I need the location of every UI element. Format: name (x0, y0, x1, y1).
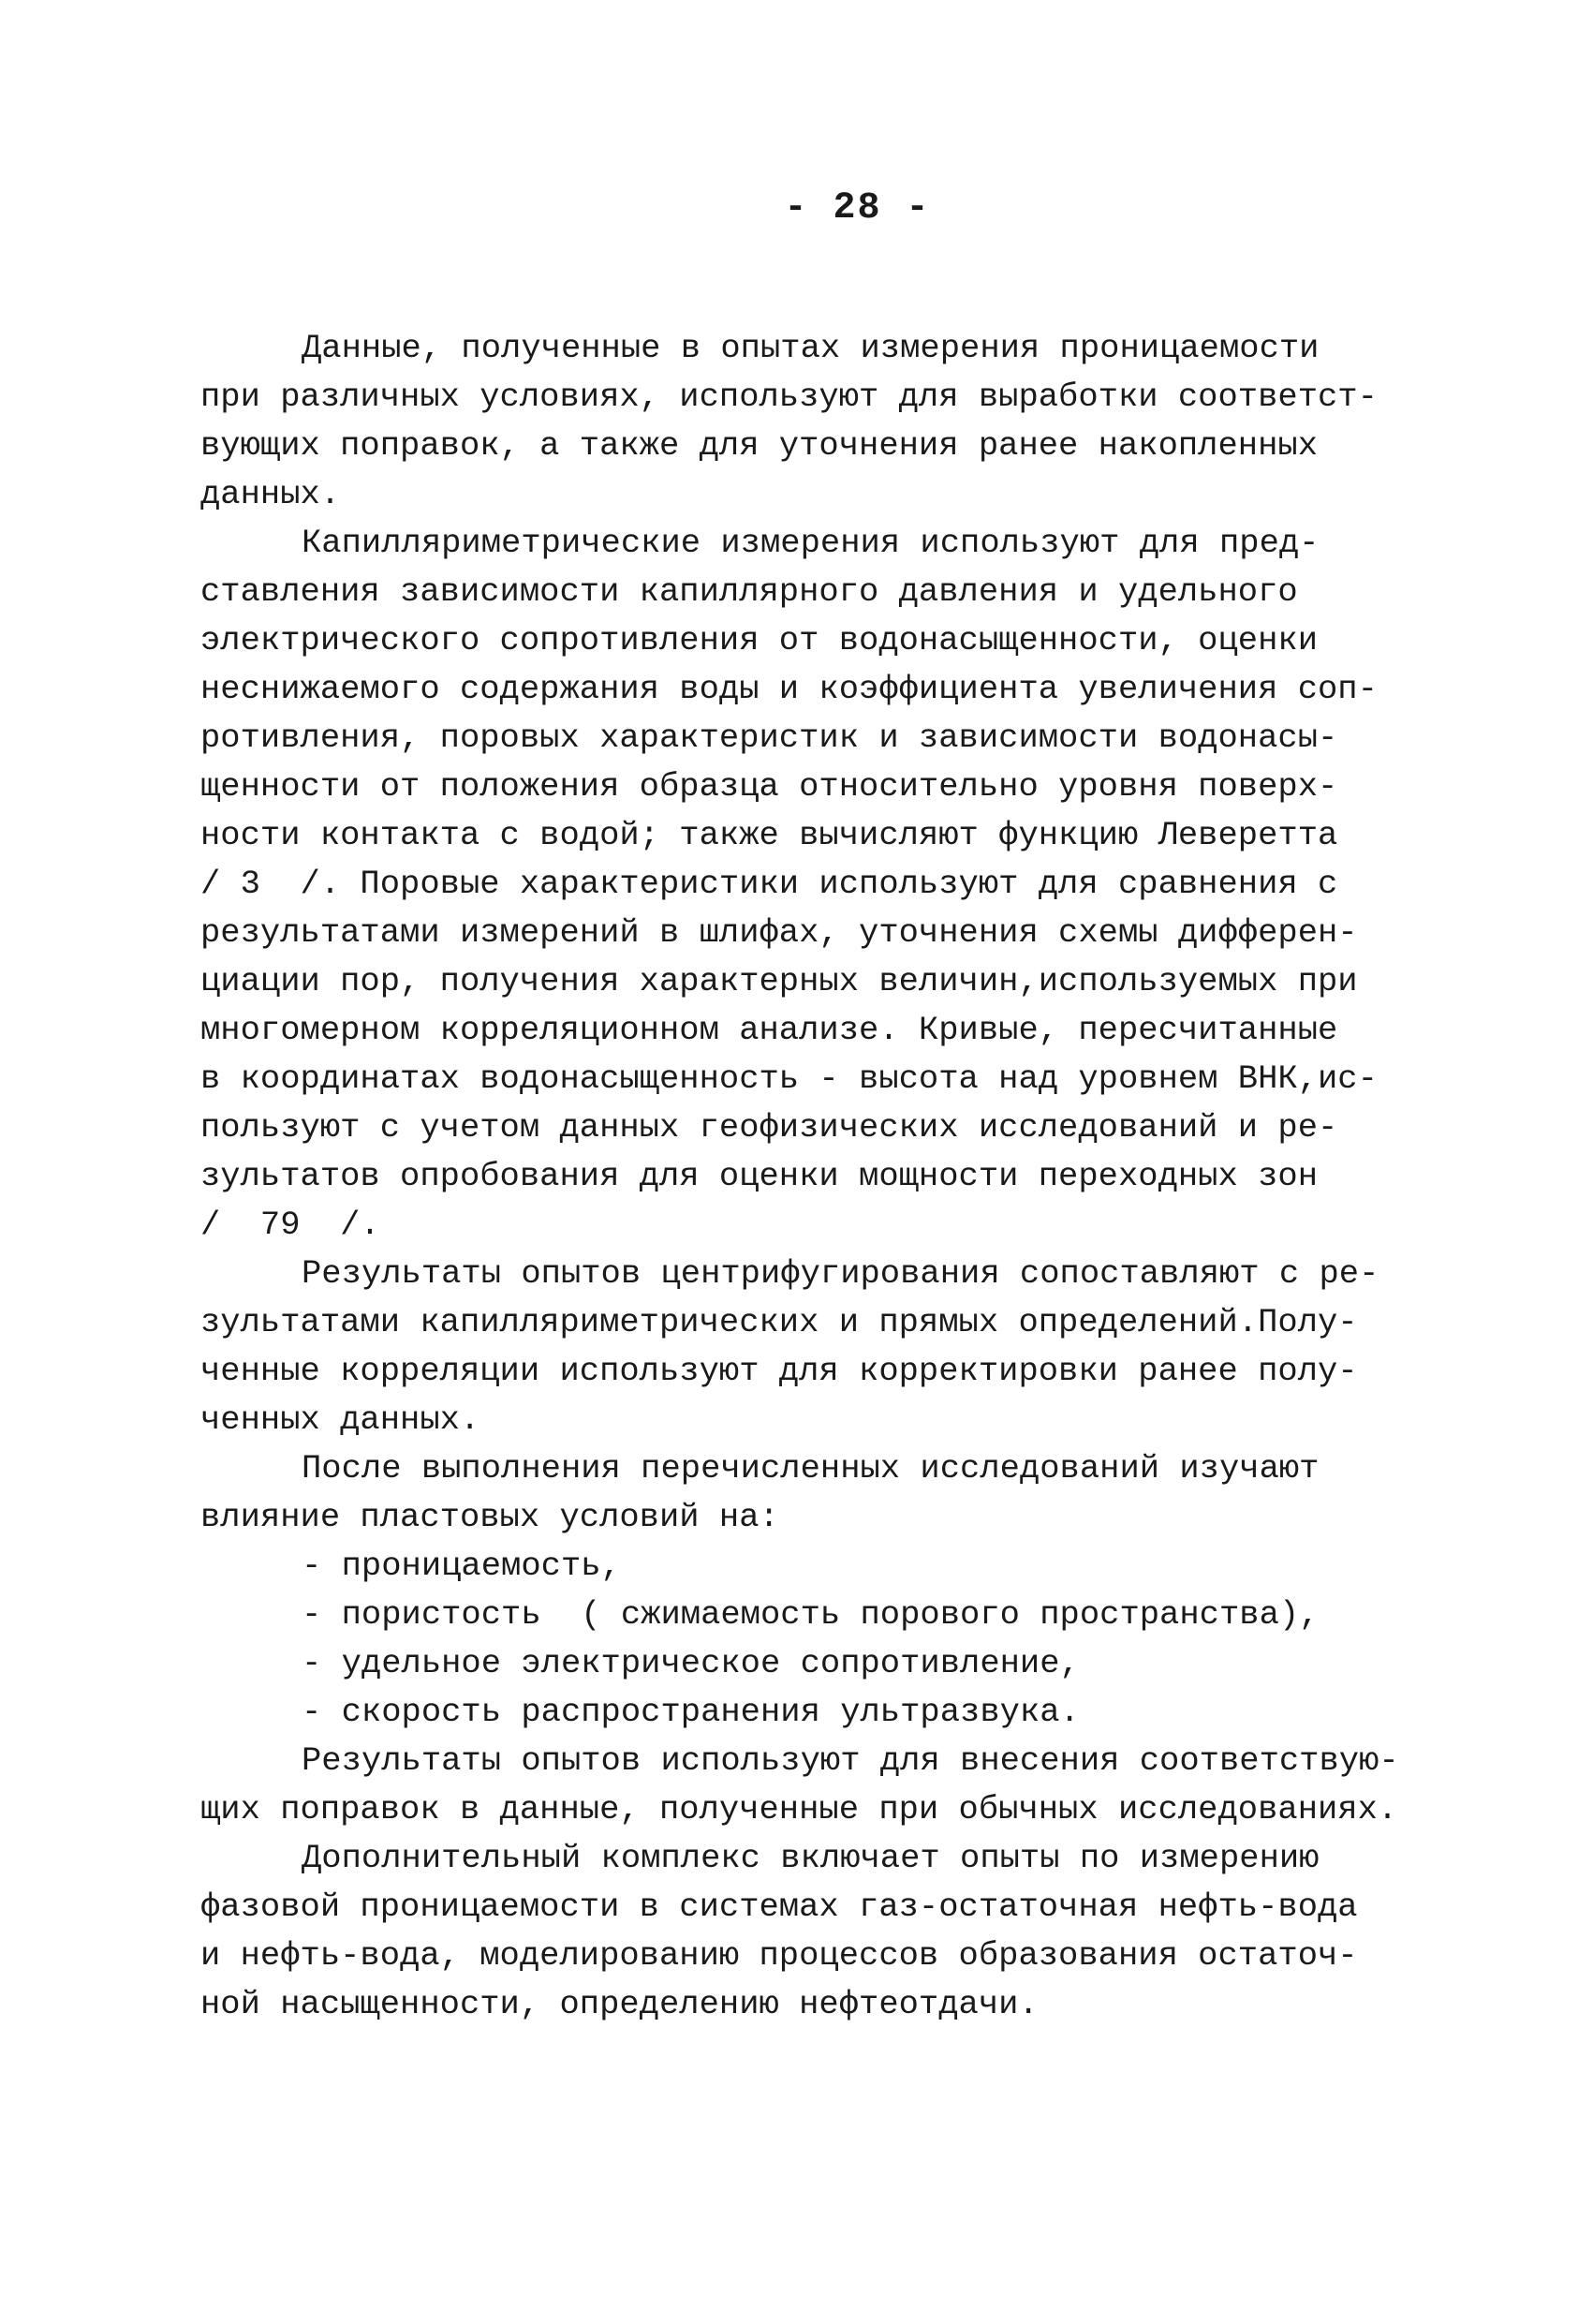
text-line: ности контакта с водой; также вычисляют функцию Леверетта (200, 816, 1338, 854)
text-line: зультатов опробования для оценки мощности переходных зон (200, 1157, 1318, 1195)
text-line: циации пор, получения характерных величин,используемых при (200, 962, 1358, 1000)
text-line: ставления зависимости капиллярного давления и удельного (200, 572, 1298, 611)
text-line: влияние пластовых условий на: (200, 1498, 779, 1536)
list-item: - пористость ( сжимаемость порового пространства), (302, 1595, 1320, 1634)
text-line: и нефть-вода, моделированию процессов образования остаточ- (200, 1936, 1358, 1975)
text-line: Результаты опытов центрифугирования сопоставляют с ре- (302, 1254, 1379, 1293)
list-item: - скорость распространения ультразвука. (302, 1693, 1080, 1731)
text-line: Данные, полученные в опытах измерения проницаемости (302, 329, 1320, 367)
text-line: ной насыщенности, определению нефтеотдачи. (200, 1985, 1039, 2023)
text-line: пользуют с учетом данных геофизических исследований и ре- (200, 1108, 1338, 1147)
text-line: ченные корреляции используют для корректировки ранее полу- (200, 1352, 1358, 1390)
text-line: зультатами капилляриметрических и прямых определений.Полу- (200, 1303, 1358, 1341)
text-line: Результаты опытов используют для внесения соответствую- (302, 1741, 1399, 1780)
text-line: данных. (200, 475, 341, 513)
text-line: щих поправок в данные, полученные при обычных исследованиях. (200, 1790, 1398, 1828)
text-line: / 79 /. (200, 1206, 380, 1244)
list-item: - удельное электрическое сопротивление, (302, 1644, 1080, 1682)
text-line: неснижаемого содержания воды и коэффициента увеличения соп- (200, 670, 1378, 708)
text-line: в координатах водонасыщенность - высота над уровнем ВНК,ис- (200, 1059, 1378, 1098)
list-item: - проницаемость, (302, 1547, 621, 1585)
text-line: щенности от положения образца относительно уровня поверх- (200, 767, 1338, 806)
text-line: результатами измерений в шлифах, уточнения схемы дифферен- (200, 913, 1358, 952)
text-line: многомерном корреляционном анализе. Кривые, пересчитанные (200, 1011, 1338, 1049)
text-line: После выполнения перечисленных исследований изучают (302, 1449, 1320, 1488)
text-line: электрического сопротивления от водонасыщенности, оценки (200, 621, 1318, 659)
text-line: вующих поправок, а также для уточнения ранее накопленных (200, 426, 1318, 465)
text-line: фазовой проницаемости в системах газ-остаточная нефть-вода (200, 1887, 1358, 1926)
text-line: Дополнительный комплекс включает опыты по измерению (302, 1839, 1320, 1877)
text-line: / 3 /. Поровые характеристики используют для сравнения с (200, 865, 1338, 903)
text-line: при различных условиях, используют для выработки соответст- (200, 377, 1378, 416)
page-number: - 28 - (784, 187, 931, 229)
text-line: ченных данных. (200, 1400, 480, 1439)
text-line: ротивления, поровых характеристик и зависимости водонасы- (200, 718, 1338, 757)
text-line: Капилляриметрические измерения используют для пред- (302, 524, 1320, 562)
